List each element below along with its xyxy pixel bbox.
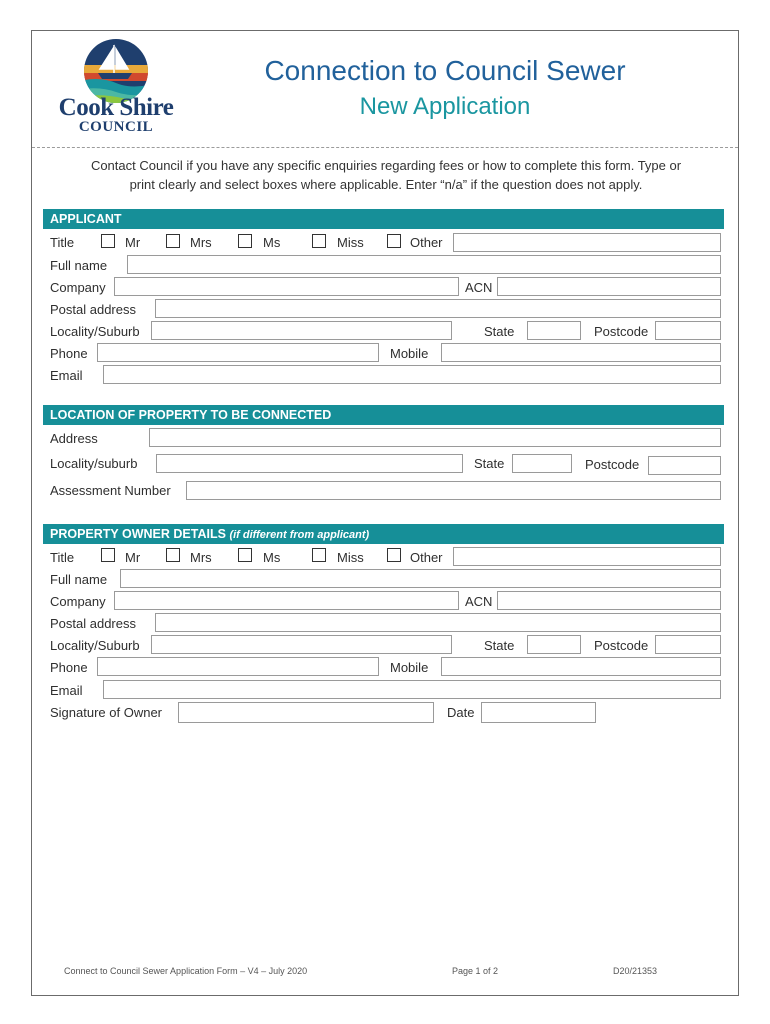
footer-doc-ref: D20/21353 (613, 966, 658, 976)
owner-state-input[interactable] (527, 635, 581, 654)
owner-mrs-checkbox[interactable] (166, 548, 180, 562)
applicant-phone-input[interactable] (97, 343, 379, 362)
applicant-postal-input[interactable] (155, 299, 721, 318)
applicant-postcode-label: Postcode (594, 324, 649, 339)
applicant-state-label: State (484, 324, 515, 339)
applicant-email-input[interactable] (103, 365, 721, 384)
owner-email-label: Email (50, 683, 83, 698)
owner-date-input[interactable] (481, 702, 596, 723)
applicant-fullname-label: Full name (50, 258, 108, 273)
owner-date-label: Date (447, 705, 475, 720)
owner-company-label: Company (50, 594, 106, 609)
applicant-other-checkbox[interactable] (387, 234, 401, 248)
applicant-postal-label: Postal address (50, 302, 136, 317)
applicant-title-label: Title (50, 235, 75, 250)
location-address-label: Address (50, 431, 98, 446)
applicant-heading: APPLICANT (50, 212, 122, 226)
header-divider (32, 147, 738, 148)
owner-other-label: Other (410, 550, 443, 565)
intro-text (46, 156, 726, 194)
owner-other-checkbox[interactable] (387, 548, 401, 562)
owner-mobile-label: Mobile (390, 660, 429, 675)
owner-acn-input[interactable] (497, 591, 721, 610)
owner-locality-label: Locality/Suburb (50, 638, 140, 653)
location-assessment-label: Assessment Number (50, 483, 171, 498)
owner-fullname-input[interactable] (120, 569, 721, 588)
owner-acn-label: ACN (465, 594, 493, 609)
applicant-other-label: Other (410, 235, 443, 250)
owner-mr-checkbox[interactable] (101, 548, 115, 562)
applicant-state-input[interactable] (527, 321, 581, 340)
location-state-input[interactable] (512, 454, 572, 473)
applicant-postcode-input[interactable] (655, 321, 721, 340)
location-postcode-label: Postcode (585, 457, 640, 472)
logo-council: COUNCIL (78, 119, 154, 135)
footer-page-number: Page 1 of 2 (452, 966, 499, 976)
applicant-company-label: Company (50, 280, 106, 295)
owner-ms-checkbox[interactable] (238, 548, 252, 562)
location-assessment-input[interactable] (186, 481, 721, 500)
location-heading: LOCATION OF PROPERTY TO BE CONNECTED (50, 408, 332, 422)
owner-phone-label: Phone (50, 660, 88, 675)
owner-section-header (43, 524, 724, 544)
applicant-mr-checkbox[interactable] (101, 234, 115, 248)
footer-form-name: Connect to Council Sewer Application Form – V4 – July 2020 (64, 966, 308, 976)
applicant-mrs-label: Mrs (190, 235, 212, 250)
owner-postcode-input[interactable] (655, 635, 721, 654)
location-locality-label: Locality/suburb (50, 456, 138, 471)
applicant-acn-input[interactable] (497, 277, 721, 296)
intro-line-1: Contact Council if you have any specific enquiries regarding fees or how to complete this form. Type or (90, 158, 682, 173)
page-title: Connection to Council Sewer (264, 55, 626, 86)
owner-signature-input[interactable] (178, 702, 434, 723)
owner-other-input[interactable] (453, 547, 721, 566)
owner-miss-checkbox[interactable] (312, 548, 326, 562)
owner-mr-label: Mr (125, 550, 141, 565)
applicant-mr-label: Mr (125, 235, 141, 250)
owner-phone-input[interactable] (97, 657, 379, 676)
applicant-phone-label: Phone (50, 346, 88, 361)
applicant-miss-label: Miss (337, 235, 364, 250)
owner-email-input[interactable] (103, 680, 721, 699)
location-address-input[interactable] (149, 428, 721, 447)
applicant-locality-label: Locality/Suburb (50, 324, 140, 339)
location-locality-input[interactable] (156, 454, 463, 473)
owner-miss-label: Miss (337, 550, 364, 565)
logo-name: Cook Shire (58, 94, 174, 121)
applicant-locality-input[interactable] (151, 321, 452, 340)
applicant-mobile-label: Mobile (390, 346, 429, 361)
applicant-acn-label: ACN (465, 280, 493, 295)
owner-state-label: State (484, 638, 515, 653)
location-section-header (43, 405, 724, 425)
owner-fullname-label: Full name (50, 572, 108, 587)
applicant-email-label: Email (50, 368, 83, 383)
applicant-mobile-input[interactable] (441, 343, 721, 362)
owner-heading-note: (if different from applicant) (229, 529, 370, 541)
owner-mrs-label: Mrs (190, 550, 212, 565)
owner-mobile-input[interactable] (441, 657, 721, 676)
location-state-label: State (474, 456, 505, 471)
owner-postal-label: Postal address (50, 616, 136, 631)
intro-line-2: print clearly and select boxes where applicable. Enter “n/a” if the question does not apply. (129, 177, 643, 192)
applicant-fullname-input[interactable] (127, 255, 721, 274)
applicant-mrs-checkbox[interactable] (166, 234, 180, 248)
owner-signature-label: Signature of Owner (50, 705, 163, 720)
applicant-ms-label: Ms (263, 235, 281, 250)
owner-postal-input[interactable] (155, 613, 721, 632)
applicant-company-input[interactable] (114, 277, 459, 296)
owner-heading: PROPERTY OWNER DETAILS (50, 527, 226, 541)
owner-ms-label: Ms (263, 550, 281, 565)
applicant-ms-checkbox[interactable] (238, 234, 252, 248)
owner-company-input[interactable] (114, 591, 459, 610)
applicant-miss-checkbox[interactable] (312, 234, 326, 248)
applicant-section-header (43, 209, 724, 229)
applicant-other-input[interactable] (453, 233, 721, 252)
owner-locality-input[interactable] (151, 635, 452, 654)
page-subtitle: New Application (359, 93, 531, 120)
owner-postcode-label: Postcode (594, 638, 649, 653)
location-postcode-input[interactable] (648, 456, 721, 475)
owner-title-label: Title (50, 550, 75, 565)
